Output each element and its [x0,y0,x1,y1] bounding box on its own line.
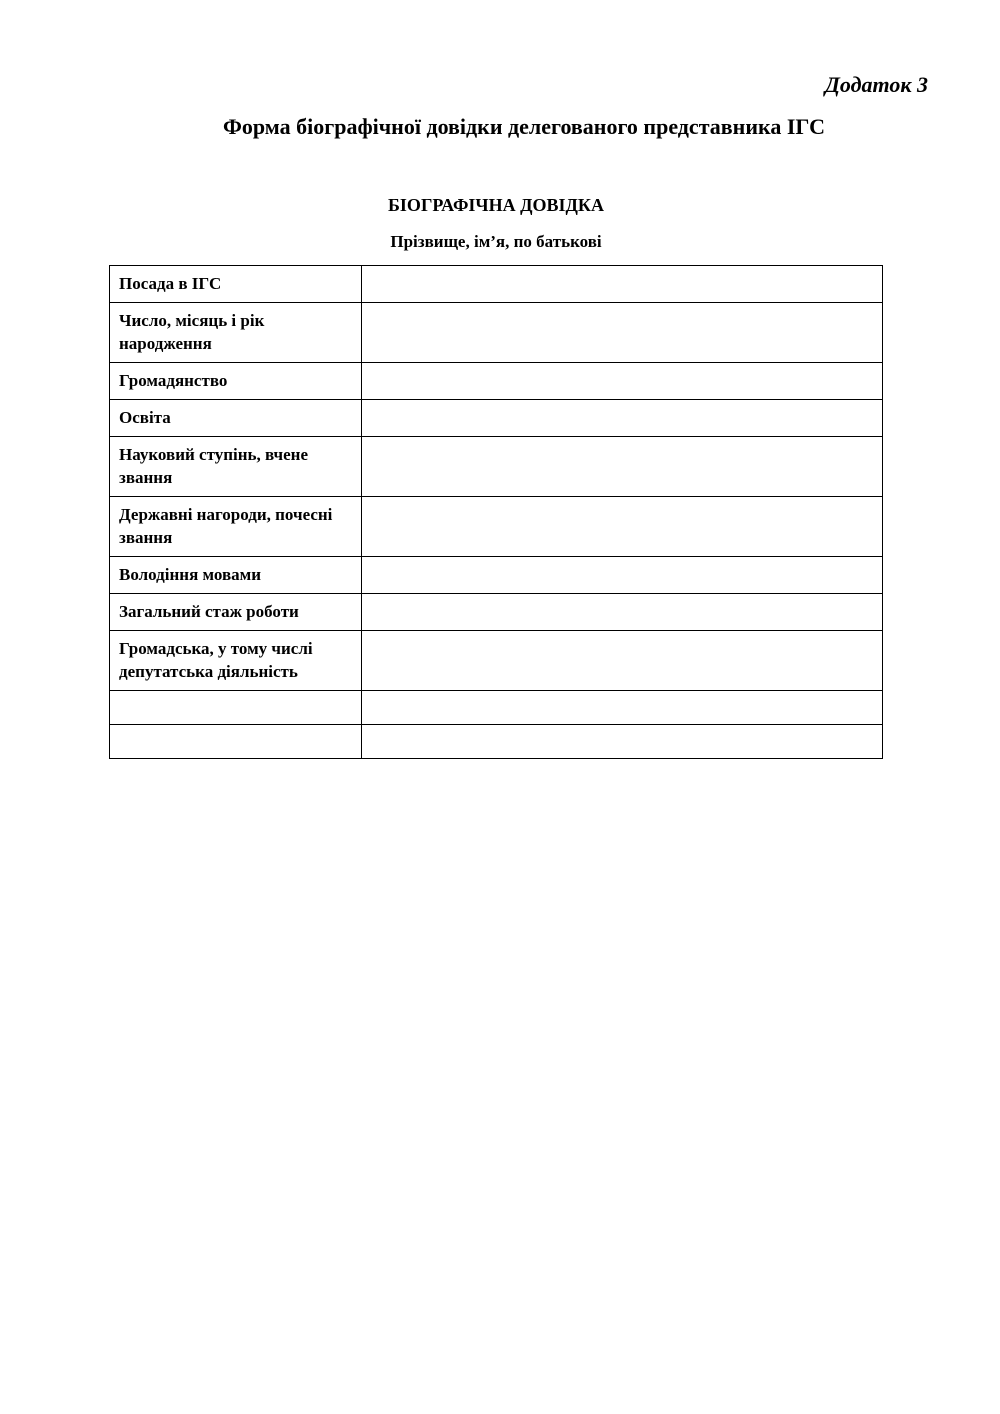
table-row [110,594,883,631]
table-row [110,631,883,691]
row-label: Громадська, у тому числі депутатська діяльність [110,631,362,691]
name-line: Прізвище, ім’я, по батькові [390,232,602,251]
row-value-cell[interactable] [362,303,883,363]
table-row [110,266,883,303]
row-label: Громадянство [110,363,362,400]
row-value-cell[interactable] [362,557,883,594]
row-value-cell[interactable] [362,363,883,400]
row-value-cell[interactable] [362,266,883,303]
row-label: Число, місяць і рік народження [110,303,362,363]
row-label: Державні нагороди, почесні звання [110,497,362,557]
row-value-cell[interactable] [362,437,883,497]
row-label: Науковий ступінь, вчене звання [110,437,362,497]
table-row [110,400,883,437]
row-label[interactable] [110,691,362,725]
row-label: Освіта [110,400,362,437]
row-value-cell[interactable] [362,725,883,759]
biography-table [109,265,883,759]
document-title: БІОГРАФІЧНА ДОВІДКА [388,195,604,215]
row-label: Посада в ІГС [110,266,362,303]
table-row [110,363,883,400]
row-value-cell[interactable] [362,631,883,691]
row-value-cell[interactable] [362,497,883,557]
row-value-cell[interactable] [362,400,883,437]
row-value-cell[interactable] [362,594,883,631]
table-row [110,725,883,759]
table-row [110,557,883,594]
row-label: Загальний стаж роботи [110,594,362,631]
form-title: Форма біографічної довідки делегованого представника ІГС [222,114,826,139]
table-row [110,497,883,557]
table-row [110,691,883,725]
row-label[interactable] [110,725,362,759]
row-value-cell[interactable] [362,691,883,725]
table-row [110,437,883,497]
table-row [110,303,883,363]
row-label: Володіння мовами [110,557,362,594]
appendix-label: Додаток 3 [824,72,928,97]
